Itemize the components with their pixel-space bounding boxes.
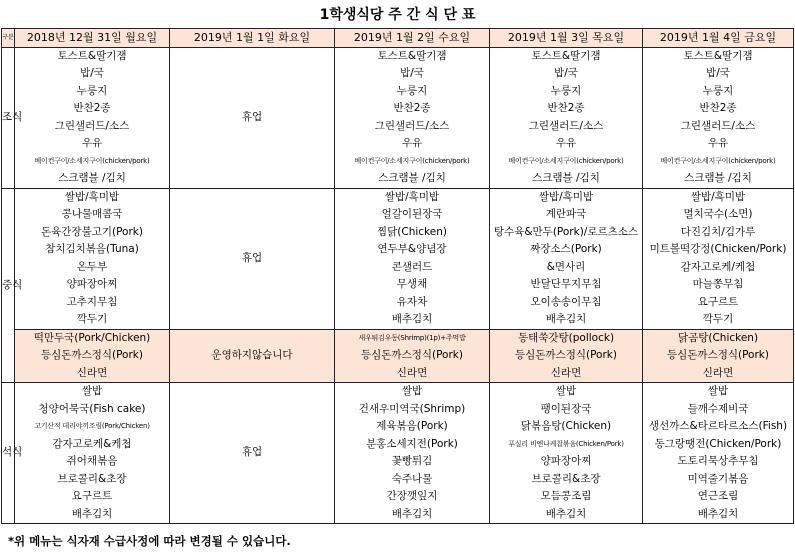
menu-item: 도토리묵상추무침: [677, 455, 759, 467]
menu-item: 다진김치/김가루: [680, 225, 756, 238]
menu-item: 온두부: [76, 260, 108, 273]
breakfast-tue: 휴업: [170, 47, 335, 188]
menu-item: 등심돈까스정식(Pork): [41, 349, 143, 361]
header-row: [2, 29, 794, 48]
menu-item: 브로콜리&초장: [57, 472, 127, 485]
menu-item: 감자고로케&케첩: [52, 437, 132, 450]
breakfast-thu: [490, 47, 643, 188]
menu-item: 모듬콩조림: [540, 490, 592, 502]
menu-item: 동그랑땡전(Chicken/Pork): [654, 437, 782, 450]
menu-item: 닭볶음탕(Chicken): [520, 420, 612, 432]
menu-item: 우유: [555, 137, 577, 149]
menu-item: 청양어묵국(Fish cake): [38, 402, 146, 415]
special-mon: [15, 329, 170, 383]
menu-item: 배추김치: [71, 507, 113, 520]
day-header-fri: 2019년 1월 4일 금요일: [643, 29, 794, 48]
menu-item: 토스트&딸기잼: [377, 49, 447, 62]
menu-item: 토스트&딸기잼: [683, 49, 753, 62]
menu-item: 쌀밥: [81, 385, 103, 397]
menu-item: 닭곰탕(Chicken): [677, 331, 759, 344]
dinner-tue: 휴업: [170, 383, 335, 524]
lunch-wed: [335, 188, 490, 329]
menu-item: 그린샐러드/소스: [528, 119, 604, 132]
menu-item: 유자차: [396, 295, 428, 308]
menu-item: 스크램블 /김치: [532, 172, 600, 184]
special-thu: [490, 329, 643, 383]
page-title: 1학생식당 주 간 식 단 표: [319, 7, 476, 23]
lunch-mon: [15, 188, 170, 329]
menu-item: 푸실리 비엔나케찹볶음(Chicken/Pork): [508, 439, 624, 448]
menu-item: &면사리: [546, 260, 586, 273]
menu-item: 건새우미역국(Shrimp): [358, 402, 466, 415]
menu-item: 신라면: [550, 366, 582, 379]
menu-item: 계란파국: [545, 208, 587, 220]
lunch-fri: [643, 188, 794, 329]
row-label-dinner: 석식: [2, 383, 15, 524]
menu-item: 돈육간장불고기(Pork): [41, 225, 143, 238]
menu-item: 누룽지: [396, 84, 428, 97]
menu-item: 반찬2종: [699, 102, 737, 114]
menu-item: 멸치국수(소면): [683, 208, 753, 220]
menu-item: 새우튀김우동(Shrimp)(1p)+주먹밥: [358, 333, 466, 342]
menu-item: 콩나물매콤국: [61, 208, 123, 220]
menu-item: 밥/국: [706, 67, 730, 79]
menu-item: 등심돈까스정식(Pork): [667, 349, 769, 361]
menu-item: 마늘쫑무침: [692, 278, 744, 290]
lunch-row: [2, 188, 794, 329]
dinner-thu: [490, 383, 643, 524]
dinner-wed: [335, 383, 490, 524]
menu-item: 그린샐러드/소스: [54, 119, 130, 132]
day-header-mon: 2018년 12월 31일 월요일: [15, 29, 170, 48]
menu-item: 반찬2종: [73, 102, 111, 114]
breakfast-wed: [335, 47, 490, 188]
menu-item: 제육볶음(Pork): [376, 420, 448, 432]
menu-item: 누룽지: [702, 84, 734, 97]
row-label-breakfast: 조식: [2, 47, 15, 188]
dinner-mon: [15, 383, 170, 524]
menu-item: 깍두기: [76, 313, 108, 325]
menu-item: 고기산적 데리야끼조림(Pork/Chicken): [34, 422, 150, 430]
menu-item: 떡만두국(Pork/Chicken): [33, 331, 151, 344]
menu-item: 참치김치볶음(Tuna): [45, 243, 139, 255]
menu-item: 쥐어채볶음: [66, 455, 118, 467]
menu-item: 베이컨구이/소세지구이(chicken/pork): [508, 156, 624, 165]
menu-item: 신라면: [396, 366, 428, 379]
menu-item: 밥/국: [400, 67, 424, 79]
menu-item: 연두부&양념장: [377, 243, 447, 255]
weekly-menu-table: [1, 28, 794, 524]
menu-item: 간장깻잎지: [386, 490, 438, 502]
menu-item: 브로콜리&초장: [531, 472, 601, 485]
menu-item: 미트볼떡강정(Chicken/Pork): [649, 243, 787, 255]
menu-item: 스크램블 /김치: [58, 172, 126, 184]
menu-item: 쌀밥/흑미밥: [384, 190, 440, 203]
menu-item: 꽃빵튀김: [391, 455, 433, 467]
menu-item: 베이컨구이/소세지구이(chicken/pork): [34, 156, 150, 165]
menu-item: 깍두기: [702, 313, 734, 325]
menu-item: 누룽지: [550, 84, 582, 97]
menu-item: 감자고로케/케첩: [680, 260, 756, 273]
menu-item: 요구르트: [71, 490, 113, 502]
menu-item: 밥/국: [554, 67, 578, 79]
special-tue: 운영하지않습니다: [170, 329, 335, 383]
corner-header: 구분: [2, 29, 15, 48]
menu-item: 찜닭(Chicken): [377, 225, 447, 238]
menu-item: 등심돈까스정식(Pork): [361, 349, 463, 361]
lunch-tue: 휴업: [170, 188, 335, 329]
menu-item: 배추김치: [391, 507, 433, 520]
menu-item: 쌀밥: [555, 385, 577, 397]
menu-item: 베이컨구이/소세지구이(chicken/pork): [660, 156, 776, 165]
menu-item: 동태쑥갓탕(pollock): [517, 331, 615, 344]
day-header-thu: 2019년 1월 3일 목요일: [490, 29, 643, 48]
menu-item: 얼갈이된장국: [381, 208, 443, 220]
menu-item: 짜장소스(Pork): [530, 243, 602, 255]
special-wed: [335, 329, 490, 383]
menu-item: 누룽지: [76, 84, 108, 97]
day-header-wed: 2019년 1월 2일 수요일: [335, 29, 490, 48]
menu-item: 고추지무침: [66, 295, 118, 308]
menu-item: 우유: [81, 137, 103, 149]
breakfast-fri: [643, 47, 794, 188]
breakfast-row: [2, 47, 794, 188]
menu-item: 등심돈까스정식(Pork): [515, 349, 617, 361]
day-header-tue: 2019년 1월 1일 화요일: [170, 29, 335, 48]
menu-item: 연근조림: [697, 490, 739, 502]
menu-item: 요구르트: [697, 295, 739, 308]
menu-item: 스크램블 /김치: [378, 172, 446, 184]
menu-item: 우유: [707, 137, 729, 149]
menu-item: 쌀밥/흑미밥: [538, 190, 594, 203]
lunch-thu: [490, 188, 643, 329]
menu-item: 양파장아찌: [66, 278, 118, 290]
menu-item: 반찬2종: [547, 102, 585, 114]
menu-item: 우유: [401, 137, 423, 149]
menu-item: 숙주나물: [391, 472, 433, 485]
dinner-row: [2, 383, 794, 524]
menu-item: 베이컨구이/소세지구이(chicken/pork): [354, 156, 470, 165]
menu-item: 반달단무지무침: [530, 278, 602, 290]
menu-item: 쌀밥/흑미밥: [64, 190, 120, 203]
menu-item: 생선까스&타르타르소스(Fish): [648, 420, 788, 432]
menu-item: 배추김치: [545, 313, 587, 325]
menu-item: 토스트&딸기잼: [57, 49, 127, 62]
special-row: [2, 329, 794, 383]
menu-item: 신라면: [702, 366, 734, 379]
menu-item: 배추김치: [697, 507, 739, 520]
breakfast-mon: [15, 47, 170, 188]
menu-item: 그린샐러드/소스: [680, 119, 756, 132]
menu-item: 쌀밥: [401, 385, 423, 397]
special-fri: [643, 329, 794, 383]
menu-item: 양파장아찌: [540, 455, 592, 467]
menu-item: 쌀밥/흑미밥: [690, 190, 746, 203]
dinner-fri: [643, 383, 794, 524]
row-label-lunch: 중식: [2, 188, 15, 383]
menu-item: 신라면: [76, 366, 108, 379]
menu-item: 들깨수제비국: [687, 402, 749, 415]
menu-item: 팽이된장국: [540, 402, 592, 415]
menu-item: 오이송송이무침: [530, 295, 602, 308]
menu-item: 미역줄기볶음: [687, 472, 749, 485]
menu-item: 무생채: [396, 278, 428, 290]
menu-item: 배추김치: [545, 507, 587, 520]
menu-item: 분홍소세지전(Pork): [366, 437, 458, 450]
footnote: *위 메뉴는 식자재 수급사정에 따라 변경될 수 있습니다.: [8, 534, 291, 548]
menu-item: 탕수육&만두(Pork)/로르츠소스: [493, 225, 639, 238]
menu-item: 쌀밥: [707, 385, 729, 397]
menu-item: 반찬2종: [393, 102, 431, 114]
menu-item: 스크램블 /김치: [684, 172, 752, 184]
menu-item: 그린샐러드/소스: [374, 119, 450, 132]
menu-item: 토스트&딸기잼: [531, 49, 601, 62]
menu-item: 콘샐러드: [391, 260, 433, 273]
menu-item: 배추김치: [391, 313, 433, 325]
menu-item: 밥/국: [80, 67, 104, 79]
